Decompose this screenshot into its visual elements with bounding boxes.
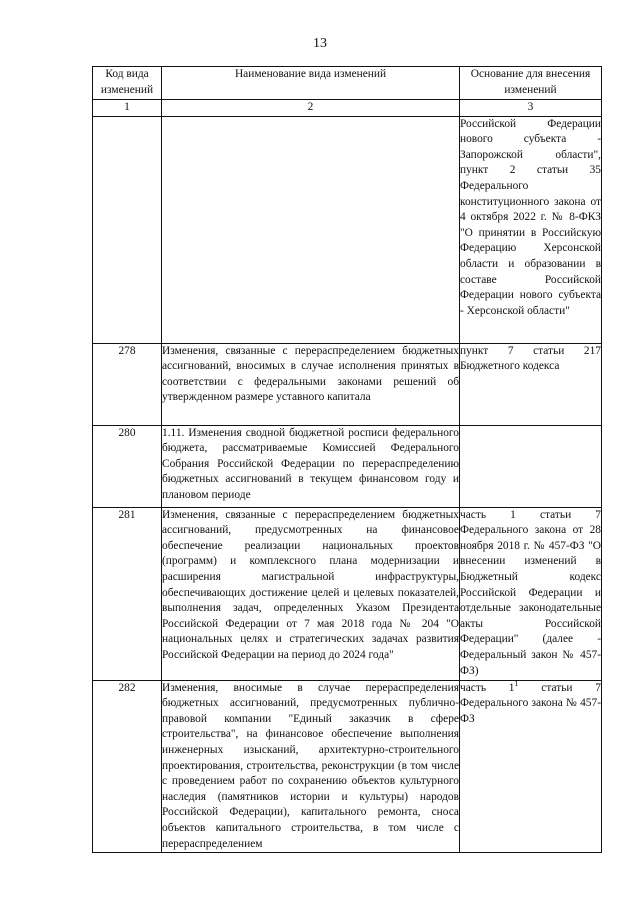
column-number: 1 xyxy=(93,100,162,117)
changes-table xyxy=(92,66,602,853)
row-basis: часть 1 статьи 7 Федерального закона от 28 ноября 2018 г. № 457-ФЗ "О внесении изменений в Бюджетный кодекс Российской Федерации и отдельные законодательные акты Российской Федерации" (далее - Федеральный закон № 457-ФЗ) xyxy=(460,507,602,680)
table-row xyxy=(93,116,602,343)
row-basis xyxy=(460,680,602,853)
row-code: 282 xyxy=(93,680,162,853)
basis-superscript: 1 xyxy=(514,678,519,688)
row-name: Изменения, связанные с перераспределением бюджетных ассигнований, вносимых в случае исполнения принятых в соответствии с федеральными законами решений об утвержденном размере уставного капитала xyxy=(162,343,460,425)
row-name: Изменения, связанные с перераспределением бюджетных ассигнований, предусмотренных на финансовое обеспечение реализации национальных проектов (программ) и комплексного плана модернизации и расширения магистральной инфраструктуры, обеспечивающих достижение целей и целевых показателей, выполнения задач, определенных Указом Президента Российской Федерации от 7 мая 2018 года № 204 "О национальных целях и стратегических задачах развития Российской Федерации на период до 2024 года" xyxy=(162,507,460,680)
header-basis: Основание для внесения изменений xyxy=(460,67,602,100)
table-row xyxy=(93,680,602,853)
row-name xyxy=(162,116,460,343)
table-row xyxy=(93,425,602,507)
row-basis: Российской Федерации нового субъекта - Запорожской области", пункт 2 статьи 35 Федерального конституционного закона от 4 октября 2022 г. № 8-ФКЗ "О принятии в Российскую Федерацию Херсонской области и образовании в составе Российской Федерации нового субъекта - Херсонской области" xyxy=(460,116,602,343)
basis-text-end: статьи 7 Федерального закона № 457-ФЗ xyxy=(460,681,602,725)
column-number-row xyxy=(93,100,602,117)
basis-text-start: часть 1 xyxy=(460,681,515,694)
column-number: 2 xyxy=(162,100,460,117)
row-name: 1.11. Изменения сводной бюджетной росписи федерального бюджета, рассматриваемые Комиссией Федерального Собрания Российской Федерации по перераспределению бюджетных ассигнований в текущем финансовом году и плановом периоде xyxy=(162,425,460,507)
table-row xyxy=(93,343,602,425)
page-number: 13 xyxy=(313,36,327,51)
row-code: 281 xyxy=(93,507,162,680)
row-basis xyxy=(460,425,602,507)
row-code xyxy=(93,116,162,343)
row-code: 280 xyxy=(93,425,162,507)
row-basis: пункт 7 статьи 217 Бюджетного кодекса xyxy=(460,343,602,425)
row-code: 278 xyxy=(93,343,162,425)
table-row xyxy=(93,507,602,680)
header-code: Код вида изменений xyxy=(93,67,162,100)
table-header-row xyxy=(93,67,602,100)
header-name: Наименование вида изменений xyxy=(162,67,460,100)
column-number: 3 xyxy=(460,100,602,117)
row-name: Изменения, вносимые в случае перераспределения бюджетных ассигнований, предусмотренных публично-правовой компании "Единый заказчик в сфере строительства", на финансовое обеспечение выполнения инженерных изысканий, архитектурно-строительного проектирования, строительства, реконструкции (в том числе с проведением работ по сохранению объектов культурного наследия (памятников истории и культуры) народов Российской Федерации), капитального ремонта, сноса объектов капитального строительства, в том числе с перераспределением xyxy=(162,680,460,853)
